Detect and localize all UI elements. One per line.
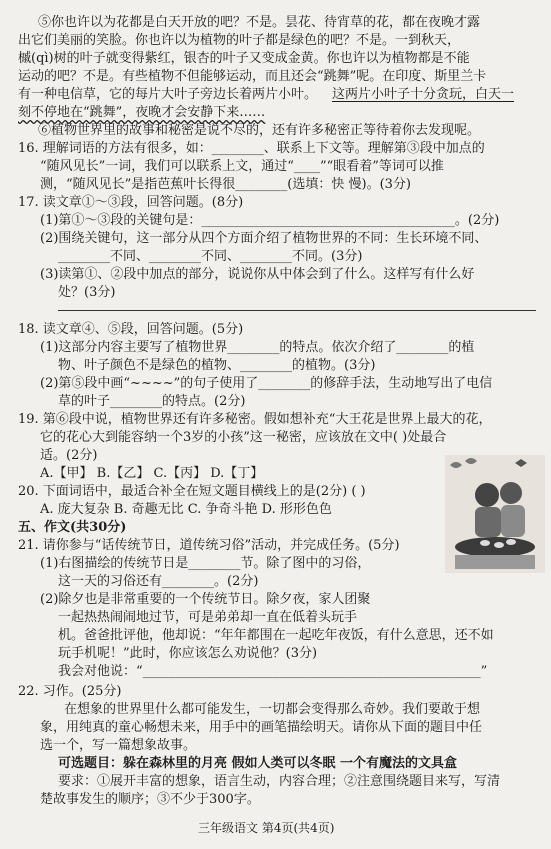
text-line: 五、作文(共30分) (18, 520, 127, 535)
answer-line[interactable] (58, 310, 536, 311)
text-line: 22. 习作。(25分) (18, 684, 122, 699)
text-line: (3)读第①、②段中加点的部分，说说你从中体会到了什么。这样写有什么好 (40, 267, 475, 282)
text-line: 在想象的世界里什么都可能发生，一切都会变得那么奇妙。我们要敢于想 (64, 702, 481, 717)
text-line: (2)第⑤段中画“~~~~”的句子使用了________的修辞手法，生动地写出了电信 (40, 376, 493, 391)
text-line: 出它们美丽的笑脸。你也许以为植物的叶子都是绿色的吧？不是。一到秋天， (18, 33, 461, 48)
text-line: (1)这部分内容主要写了植物世界________的特点。依次介绍了________的植 (40, 340, 475, 355)
text-line: 草的叶子________的特点。(2分) (58, 394, 246, 409)
text-line: “随风见长”一词，我们可以联系上文，通过“____”“眼看着”等词可以推 (40, 159, 444, 174)
text-line: 三年级语文 第4页(共4页) (198, 821, 335, 835)
text-line: 我会对他说：“____________________________________________________” (58, 664, 488, 679)
text-line: 19. 第⑥段中说，植物世界还有许多秘密。假如想补充“大王花是世界上最大的花， (18, 412, 492, 427)
text-line: (1)第①～③段的关键句是：_______________________________________。(2分) (40, 213, 500, 228)
text-line: 选一个，写一篇想象故事。 (40, 738, 197, 753)
text-line: 物、叶子颜色不是绿色的植物、________的植物。(3分) (58, 358, 376, 373)
text-line: 这一天的习俗还有________。(2分) (58, 574, 259, 589)
text-line: 刻不停地在“跳舞”，夜晚才会安静下来…… (18, 105, 266, 120)
text-line: 它的花心大到能容纳一个3岁的小孩”这一秘密，应该放在文中( )处最合 (40, 430, 447, 445)
text-line: (2)围绕关键句，这一部分从四个方面介绍了植物世界的不同：生长环境不同、 (40, 231, 488, 246)
text-line: 玩手机呢！”此时，你应该怎么劝说他？(3分) (58, 646, 318, 661)
text-line: 运动的吧？不是。有些植物不但能够运动，而且还会“跳舞”呢。在印度、斯里兰卡 (18, 69, 487, 84)
text-line: 17. 读文章①～③段，回答问题。(8分) (18, 195, 244, 210)
underlined-sentence: 这两片小叶子十分贪玩，白天一 (332, 87, 515, 102)
text-line: ________不同、________不同、________不同。(3分) (58, 249, 363, 264)
text-line: (1)右图描绘的传统节日是________节。除了图中的习俗， (40, 556, 371, 571)
text-line: 一起热热闹闹地过节，可是弟弟却一直在低着头玩手 (58, 610, 358, 625)
text-line: 要求：①展开丰富的想象，语言生动，内容合理；②注意围绕题目来写，写清 (58, 774, 501, 789)
text-line: 楚故事发生的顺序；③不少于300字。 (40, 792, 260, 807)
festival-illustration (445, 455, 545, 573)
text-line: 18. 读文章④、⑤段，回答问题。(5分) (18, 322, 244, 337)
text-line: A.【甲】 B.【乙】 C.【丙】 D.【丁】 (40, 466, 264, 481)
text-line: 有一种电信草，它的每片大叶子旁边长着两片小叶。 (18, 87, 318, 102)
text-line: 象，用纯真的童心畅想未来，用手中的画笔描绘明天。请你从下面的题目中任 (40, 720, 483, 735)
text-line: 适。(2分) (40, 448, 98, 463)
text-line: 测，“随风见长”是指芭蕉叶长得很________(选填：快 慢)。(3分) (40, 177, 411, 192)
text-line: (2)除夕也是非常重要的一个传统节日。除夕夜，家人团聚 (40, 592, 371, 607)
text-line: ⑥植物世界里的故事和秘密是说不尽的，还有许多秘密正等待着你去发现呢。 (38, 123, 481, 138)
text-line: 可选题目：躲在森林里的月亮 假如人类可以冬眠 一个有魔法的文具盒 (58, 756, 458, 771)
text-line: 槭(qì)树的叶子就变得紫红，银杏的叶子又变成金黄。你也许以为植物都是不能 (18, 51, 470, 66)
text-line: A. 庞大复杂 B. 奇趣无比 C. 争奇斗艳 D. 形形色色 (40, 502, 332, 517)
text-line: 21. 请你参与“话传统节日，道传统习俗”活动，并完成任务。(5分) (18, 538, 400, 553)
text-line: 16. 理解词语的方法有很多，如：________、联系上下文等。理解第③段中加点的 (18, 141, 485, 156)
text-line: 20. 下面词语中，最适合补全在短文题目横线上的是(2分) ( ) (18, 484, 366, 499)
text-line: ⑤你也许以为花都是白天开放的吧？不是。昙花、待宵草的花，都在夜晚才露 (38, 15, 481, 30)
text-line: 机。爸爸批评他，他却说：“年年都围在一起吃年夜饭，有什么意思，还不如 (58, 628, 494, 643)
text-line: 处？(3分) (58, 285, 116, 300)
